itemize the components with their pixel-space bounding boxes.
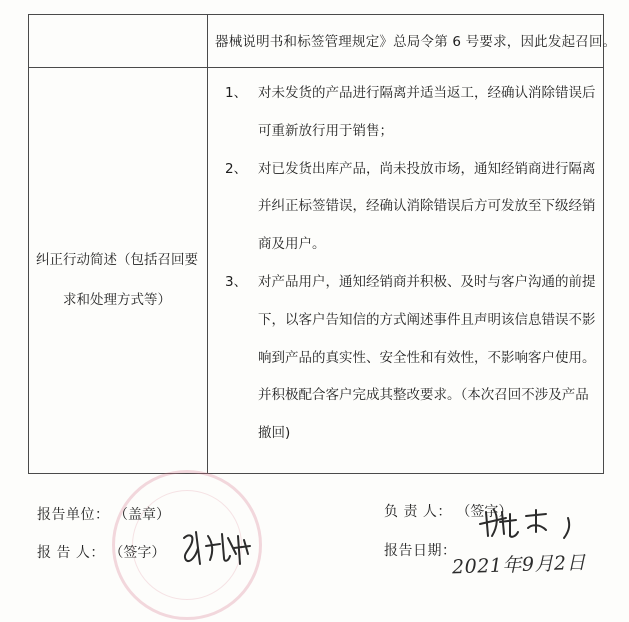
table-row-divider: [28, 67, 604, 68]
responsible-signature: [476, 502, 586, 542]
item-line: 对产品用户，通知经销商并积极、及时与客户沟通的前提: [258, 273, 596, 290]
top-row-text: 器械说明书和标签管理规定》总局令第 6 号要求，因此发起召回。: [215, 34, 617, 50]
report-date-value: 2021年9月2日: [451, 551, 587, 579]
corrective-action-list: [225, 75, 595, 453]
item-number: 2、: [225, 160, 248, 177]
item-line: 对未发货的产品进行隔离并适当返工，经确认消除错误后: [258, 85, 596, 101]
corrective-action-label-line: 求和处理方式等）: [63, 292, 171, 308]
responsible-note: （签字）: [456, 504, 513, 520]
report-date-label: 报告日期：: [384, 543, 457, 559]
item-line: 撤回): [258, 425, 291, 442]
report-date-row: [384, 540, 457, 560]
list-item: [225, 151, 595, 264]
list-item: [225, 264, 595, 453]
list-item: [225, 75, 595, 151]
item-line: 响到产品的真实性、安全性和有效性，不影响客户使用。: [258, 349, 596, 366]
item-line: 对已发货出库产品，尚未投放市场，通知经销商进行隔离: [258, 160, 596, 177]
report-unit-label: 报告单位：: [37, 507, 110, 523]
item-line: 并积极配合客户完成其整改要求。（本次召回不涉及产品: [258, 387, 589, 404]
responsible-label: 负 责 人：: [384, 504, 452, 520]
item-line: 并纠正标签错误，经确认消除错误后方可发放至下级经销: [258, 198, 596, 215]
reporter-row: [37, 542, 165, 562]
corrective-action-label: [34, 240, 200, 320]
item-number: 3、: [225, 273, 248, 290]
item-line: 可重新放行用于销售；: [258, 122, 393, 139]
table-column-divider: [207, 14, 208, 474]
reporter-note: （签字）: [109, 545, 166, 561]
report-unit-row: [37, 504, 170, 524]
item-line: 商及用户。: [258, 236, 326, 253]
report-unit-note: （盖章）: [113, 507, 170, 523]
item-line: 下，以客户告知信的方式阐述事件且声明该信息错误不影: [258, 311, 596, 328]
reporter-label: 报 告 人：: [37, 545, 105, 561]
reporter-signature: [178, 524, 258, 570]
corrective-action-label-line: 纠正行动简述（包括召回要: [36, 252, 198, 268]
item-number: 1、: [225, 85, 248, 101]
